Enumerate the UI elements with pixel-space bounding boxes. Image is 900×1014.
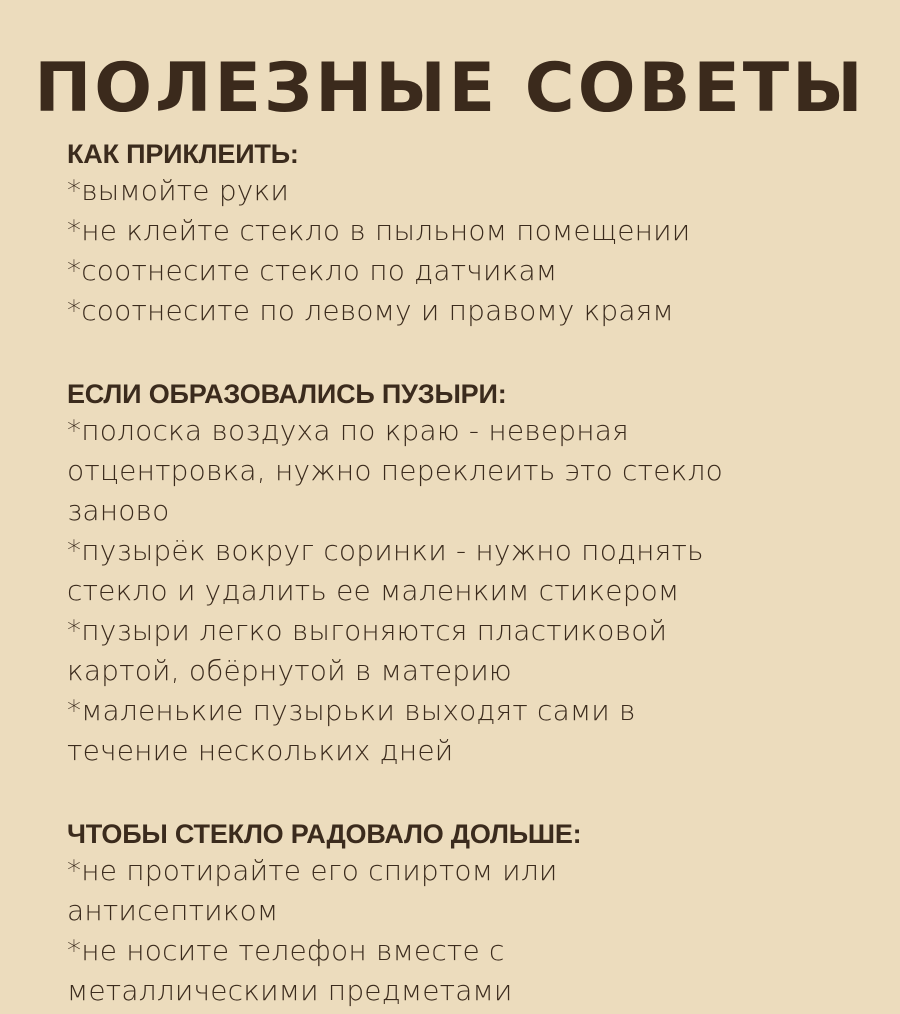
tip-line: *маленькие пузырьки выходят сами в: [67, 694, 636, 727]
section-longevity: [67, 817, 867, 1011]
section-bubbles: [67, 377, 867, 771]
tip-line: картой, обёрнутой в материю: [67, 654, 512, 687]
section-heading: ЧТОБЫ СТЕКЛО РАДОВАЛО ДОЛЬШЕ:: [67, 819, 582, 849]
tip-line: металлическими предметами: [67, 974, 513, 1007]
tip-line: *не носите телефон вместе с: [67, 934, 505, 967]
tip-line: антисептиком: [67, 894, 279, 927]
tip-line: *не клейте стекло в пыльном помещении: [67, 214, 691, 247]
tip-line: течение нескольких дней: [67, 734, 454, 767]
section-spacer: [67, 771, 867, 817]
tip-line: *пузырёк вокруг соринки - нужно поднять: [67, 534, 704, 567]
tip-line: *соотнесите стекло по датчикам: [67, 254, 558, 287]
tip-line: *вымойте руки: [67, 174, 290, 207]
tip-line: заново: [67, 494, 170, 527]
section-heading: КАК ПРИКЛЕИТЬ:: [67, 139, 299, 169]
tip-line: отцентровка, нужно переклеить это стекло: [67, 454, 723, 487]
section-heading: ЕСЛИ ОБРАЗОВАЛИСЬ ПУЗЫРИ:: [67, 379, 507, 409]
page-title: ПОЛЕЗНЫЕ СОВЕТЫ: [34, 49, 866, 128]
tip-line: *не протирайте его спиртом или: [67, 854, 558, 887]
section-spacer: [67, 331, 867, 377]
section-how-to-apply: [67, 137, 867, 331]
tip-line: *соотнесите по левому и правому краям: [67, 294, 674, 327]
tip-line: стекло и удалить ее маленким стикером: [67, 574, 680, 607]
tip-line: *пузыри легко выгоняются пластиковой: [67, 614, 668, 647]
tips-content: [67, 137, 867, 1011]
tip-line: *полоска воздуха по краю - неверная: [67, 414, 629, 447]
